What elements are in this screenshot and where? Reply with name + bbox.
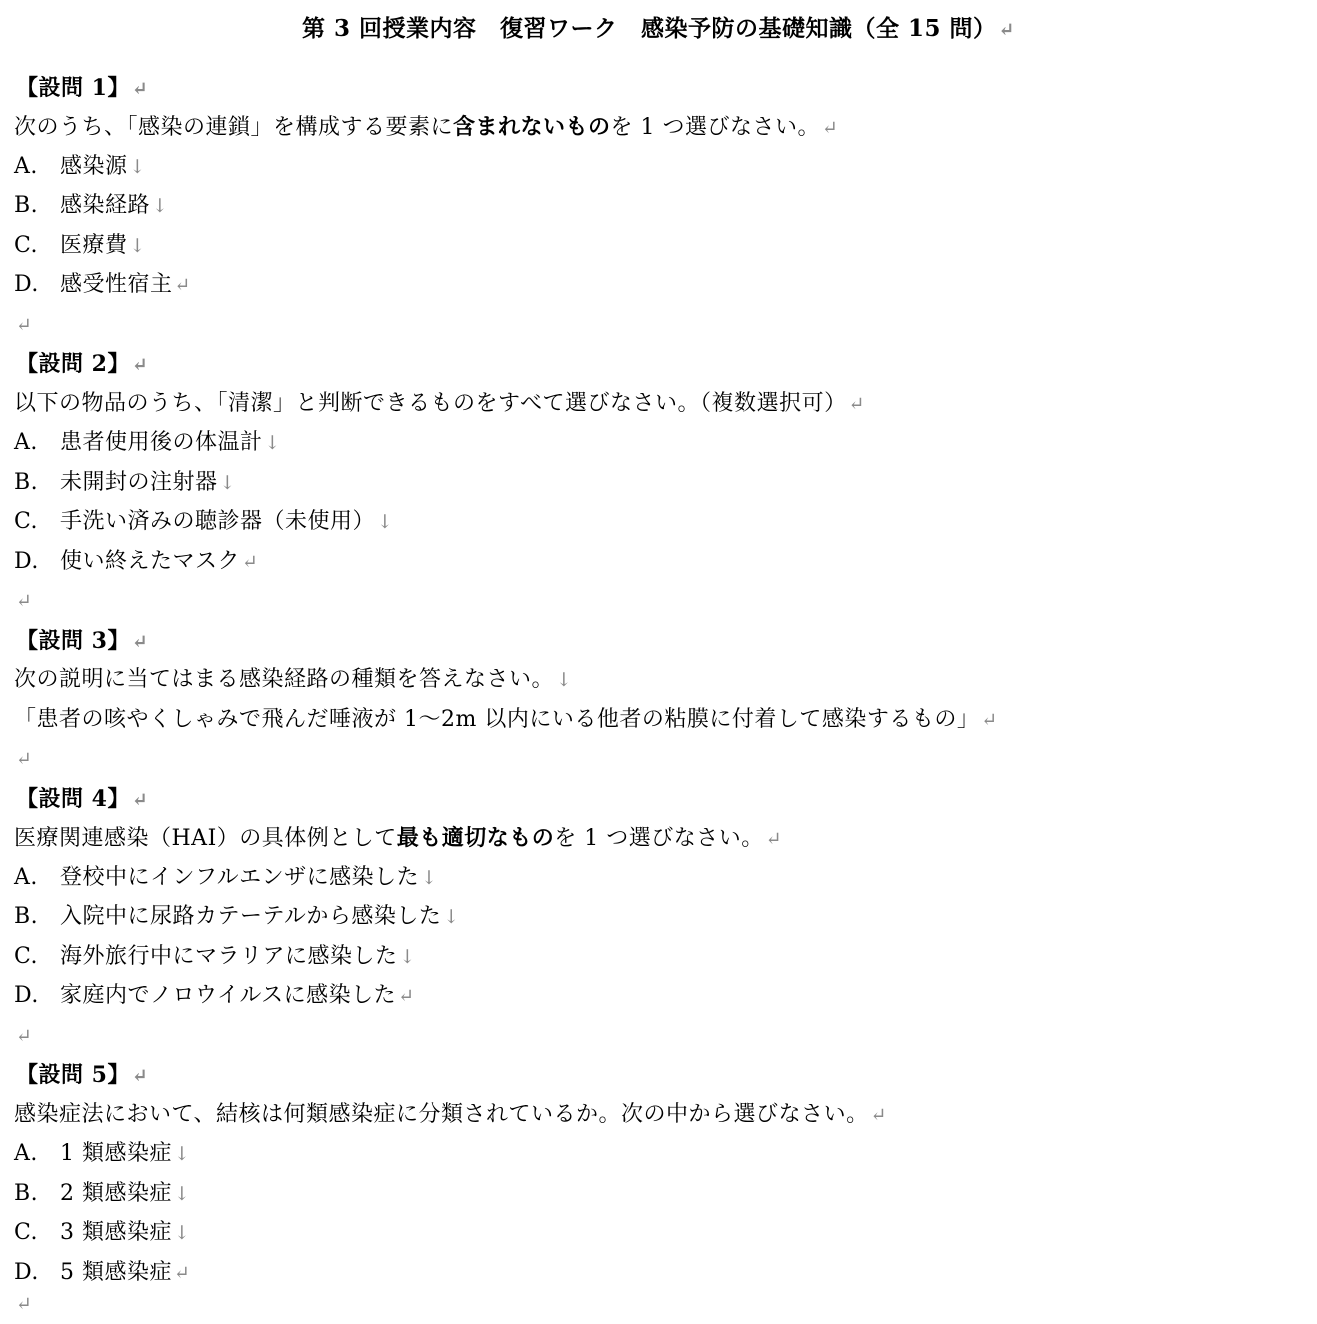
paragraph-mark: ↵	[16, 590, 33, 612]
question-5-heading: 【設問 5】 ↵	[16, 1062, 149, 1088]
paragraph-mark: ↵	[131, 1065, 149, 1087]
line-break-mark: ↓	[174, 1183, 191, 1205]
line-break-mark: ↓	[264, 432, 281, 454]
question-5-option-a: A. 1 類感染症 ↓	[14, 1141, 191, 1166]
empty-paragraph	[14, 1284, 32, 1324]
question-1-option-d: D. 感受性宿主 ↵	[14, 272, 191, 297]
line-break-mark: ↓	[377, 511, 394, 533]
empty-paragraph	[14, 1016, 32, 1056]
question-4-option-d: D. 家庭内でノロウイルスに感染した ↵	[14, 983, 415, 1008]
line-break-mark: ↓	[421, 867, 438, 889]
emphasis-text: 含まれないもの	[453, 114, 611, 140]
paragraph-mark: ↵	[870, 1104, 887, 1126]
question-1-option-c: C. 医療費 ↓	[14, 233, 146, 258]
paragraph-mark: ↵	[174, 1262, 191, 1284]
question-4-option-c: C. 海外旅行中にマラリアに感染した ↓	[14, 944, 416, 969]
paragraph-mark: ↵	[848, 393, 865, 415]
question-3-quote: 「患者の咳やくしゃみで飛んだ唾液が 1〜2m 以内にいる他者の粘膜に付着して感染するもの」 ↵	[14, 707, 998, 732]
paragraph-mark: ↵	[16, 314, 33, 336]
paragraph-mark: ↵	[981, 709, 998, 731]
paragraph-mark: ↵	[131, 354, 149, 376]
paragraph-mark: ↵	[998, 19, 1015, 41]
paragraph-mark: ↵	[242, 551, 259, 573]
paragraph-mark: ↵	[765, 828, 783, 850]
question-5-option-c: C. 3 類感染症 ↓	[14, 1220, 191, 1245]
question-2-heading: 【設問 2】 ↵	[16, 351, 149, 377]
question-2-prompt: 以下の物品のうち、「清潔」と判断できるものをすべて選びなさい。（複数選択可） ↵	[14, 391, 865, 416]
question-4-option-a: A. 登校中にインフルエンザに感染した ↓	[14, 865, 438, 890]
question-5-prompt: 感染症法において、結核は何類感染症に分類されているか。次の中から選びなさい。 ↵	[14, 1102, 887, 1127]
question-2-option-d: D. 使い終えたマスク ↵	[14, 549, 259, 574]
line-break-mark: ↓	[399, 946, 416, 968]
document-title: 第 3 回授業内容 復習ワーク 感染予防の基礎知識（全 15 問） ↵	[302, 15, 1015, 42]
question-3-heading: 【設問 3】 ↵	[16, 628, 149, 654]
question-5-option-d: D. 5 類感染症 ↵	[14, 1260, 191, 1285]
question-2-option-c: C. 手洗い済みの聴診器（未使用） ↓	[14, 509, 394, 534]
emphasis-text: 最も適切なもの	[396, 825, 555, 851]
question-3-prompt: 次の説明に当てはまる感染経路の種類を答えなさい。 ↓	[14, 667, 573, 692]
line-break-mark: ↓	[556, 669, 573, 691]
question-1-prompt: 次のうち、「感染の連鎖」を構成する要素に含まれないものを 1 つ選びなさい。 ↵	[14, 114, 839, 140]
line-break-mark: ↓	[219, 472, 236, 494]
question-2-option-a: A. 患者使用後の体温計 ↓	[14, 430, 281, 455]
question-1-heading: 【設問 1】 ↵	[16, 75, 149, 101]
question-1-option-a: A. 感染源 ↓	[14, 154, 146, 179]
empty-paragraph	[14, 739, 32, 779]
empty-paragraph	[14, 581, 32, 621]
question-4-prompt: 医療関連感染（HAI）の具体例として最も適切なものを 1 つ選びなさい。 ↵	[14, 825, 783, 851]
paragraph-mark: ↵	[174, 274, 191, 296]
paragraph-mark: ↵	[822, 117, 839, 139]
line-break-mark: ↓	[129, 235, 146, 257]
paragraph-mark: ↵	[16, 1025, 33, 1047]
question-4-option-b: B. 入院中に尿路カテーテルから感染した ↓	[14, 904, 460, 929]
question-2-option-b: B. 未開封の注射器 ↓	[14, 470, 236, 495]
paragraph-mark: ↵	[131, 789, 149, 811]
line-break-mark: ↓	[129, 156, 146, 178]
paragraph-mark: ↵	[16, 748, 33, 770]
question-5-option-b: B. 2 類感染症 ↓	[14, 1181, 191, 1206]
question-4-heading: 【設問 4】 ↵	[16, 786, 149, 812]
line-break-mark: ↓	[152, 195, 169, 217]
question-1-option-b: B. 感染経路 ↓	[14, 193, 169, 218]
line-break-mark: ↓	[174, 1222, 191, 1244]
paragraph-mark: ↵	[131, 78, 149, 100]
line-break-mark: ↓	[174, 1143, 191, 1165]
paragraph-mark: ↵	[398, 985, 415, 1007]
empty-paragraph	[14, 305, 32, 345]
paragraph-mark: ↵	[131, 631, 149, 653]
paragraph-mark: ↵	[16, 1293, 33, 1315]
line-break-mark: ↓	[443, 906, 460, 928]
